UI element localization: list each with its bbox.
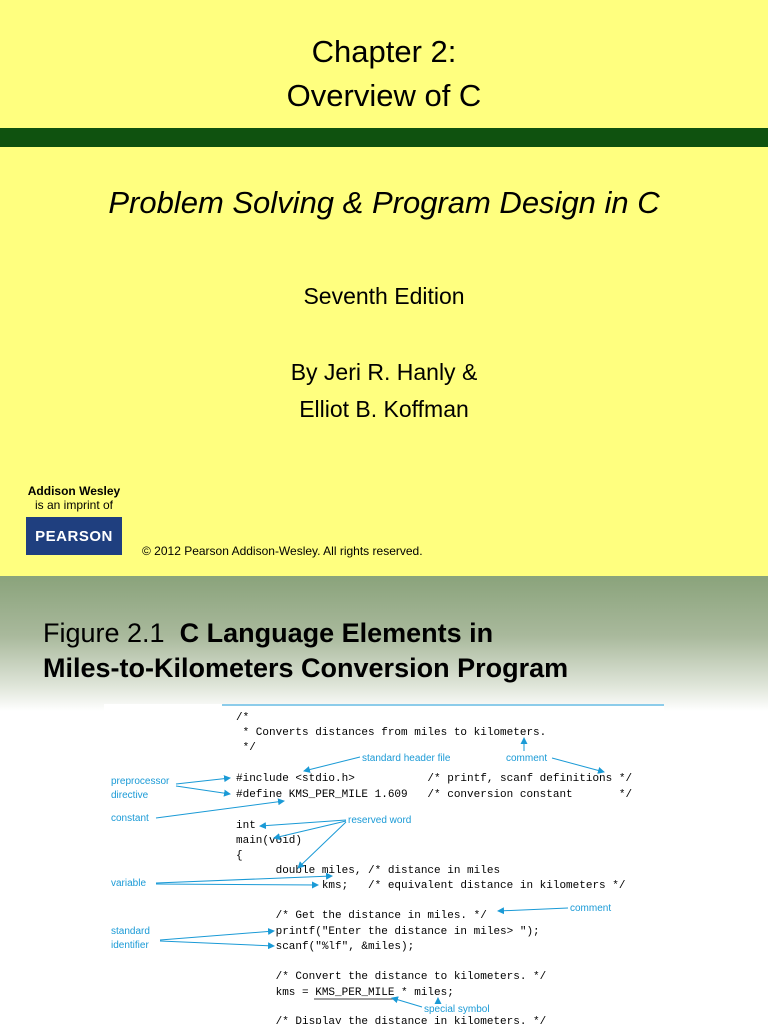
- label-constant: constant: [111, 813, 149, 824]
- chapter-title-line1: Chapter 2:: [311, 34, 457, 69]
- authors: [0, 354, 768, 428]
- arrow-comment-top-b: [552, 758, 604, 772]
- code-line: scanf("%lf", &miles);: [236, 941, 415, 953]
- code-line: /* Convert the distance to kilometers. */: [236, 971, 547, 983]
- arrow-comment-mid: [498, 908, 568, 911]
- author-line1: By Jeri R. Hanly &: [290, 359, 478, 385]
- chapter-title-line2: Overview of C: [286, 78, 482, 113]
- code-figure: [104, 704, 664, 1024]
- code-line: */: [236, 742, 256, 754]
- arrow-reserved-c: [298, 822, 346, 868]
- code-line: * Converts distances from miles to kilometers.: [236, 727, 547, 739]
- label-preprocessor: preprocessor: [111, 776, 170, 787]
- divider-band: [0, 128, 768, 147]
- arrow-preproc-a: [176, 778, 230, 784]
- code-figure-svg: [104, 704, 664, 1024]
- copyright-text: © 2012 Pearson Addison-Wesley. All rights reserved.: [142, 544, 423, 558]
- code-line: kms; /* equivalent distance in kilometers */: [236, 880, 626, 892]
- label-standard: standard: [111, 926, 150, 937]
- arrow-preproc-b: [176, 786, 230, 794]
- publisher-block: [24, 484, 124, 512]
- code-line: double miles, /* distance in miles: [236, 865, 501, 877]
- figure-title-line1: C Language Elements in: [179, 618, 494, 648]
- label-special-symbol: special symbol: [424, 1004, 490, 1015]
- label-reserved-word: reserved word: [348, 815, 412, 826]
- pearson-logo: PEARSON: [26, 517, 122, 555]
- code-line: /* Get the distance in miles. */: [236, 910, 487, 922]
- arrow-special-a: [392, 998, 422, 1007]
- code-line: printf("Enter the distance in miles> ");: [236, 926, 540, 938]
- label-identifier: identifier: [111, 940, 149, 951]
- arrow-reserved-b: [274, 821, 346, 838]
- author-line2: Elliot B. Koffman: [299, 396, 469, 422]
- label-standard-header-file: standard header file: [362, 753, 451, 764]
- label-comment-top: comment: [506, 753, 548, 764]
- code-line: main(void): [236, 835, 303, 847]
- code-line: /* Display the distance in kilometers. */: [236, 1016, 547, 1024]
- label-comment-mid: comment: [570, 903, 612, 914]
- label-directive: directive: [111, 790, 149, 801]
- label-variable: variable: [111, 878, 147, 889]
- arrow-reserved-a: [260, 820, 346, 826]
- publisher-name: Addison Wesley: [27, 484, 121, 498]
- code-line: #define KMS_PER_MILE 1.609 /* conversion constant */: [236, 789, 633, 801]
- figure-slide: [0, 576, 768, 1024]
- figure-title: [43, 616, 568, 686]
- code-line: #include <stdio.h> /* printf, scanf definitions */: [236, 773, 633, 785]
- figure-number: Figure 2.1: [43, 618, 165, 648]
- arrow-header: [304, 757, 360, 771]
- imprint-text: is an imprint of: [34, 498, 114, 512]
- edition-label: Seventh Edition: [303, 283, 465, 309]
- code-line: int: [236, 820, 256, 832]
- arrow-constant: [156, 801, 284, 818]
- figure-title-line2: Miles-to-Kilometers Conversion Program: [43, 653, 569, 683]
- chapter-title: [0, 30, 768, 118]
- book-title: Problem Solving & Program Design in C: [108, 185, 660, 220]
- code-line: /*: [236, 712, 250, 724]
- code-line: kms = KMS_PER_MILE * miles;: [236, 987, 454, 999]
- code-line: {: [236, 850, 243, 862]
